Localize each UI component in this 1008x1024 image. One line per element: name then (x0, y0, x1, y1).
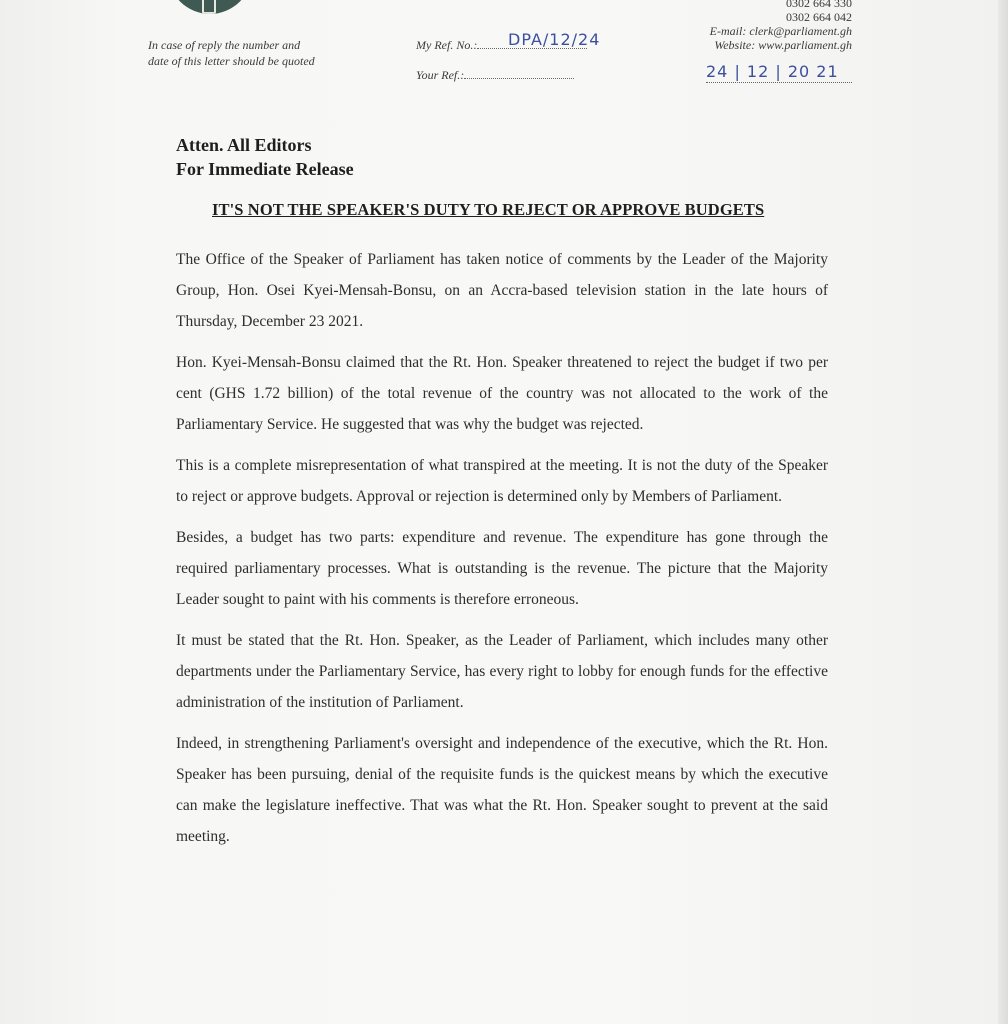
email-label: E-mail: (709, 24, 747, 38)
paragraph: It must be stated that the Rt. Hon. Speaker, as the Leader of Parliament, which includes many other departments under the Parliamentary Service, has every right to lobby for enough funds for the effective administration of the institution of Parliament. (176, 632, 828, 711)
attention-line: Atten. All Editors (176, 135, 312, 155)
reference-block (416, 30, 601, 98)
website-label: Website: (714, 38, 756, 52)
phone-number-2: 0302 664 042 (786, 10, 852, 24)
paragraph: Indeed, in strengthening Parliament's oversight and independence of the executive, which the Rt. Hon. Speaker has been pursuing, denial of the requisite funds is the quickest means by which the executive can make the legislature ineffective. That was what the Rt. Hon. Speaker sought to prevent at the said meeting. (176, 735, 828, 845)
phone-number-1: 0302 664 330 (786, 0, 852, 10)
date-handwritten: 24 | 12 | 20 21 (706, 62, 839, 81)
page-edge (998, 0, 1008, 1024)
parliament-emblem-icon (168, 0, 252, 14)
paragraph: This is a complete misrepresentation of what transpired at the meeting. It is not the duty of the Speaker to reject or approve budgets. Approval or rejection is determined only by Members of Parliament. (176, 457, 828, 505)
paragraph: Besides, a budget has two parts: expenditure and revenue. The expenditure has gone through the required parliamentary processes. What is outstanding is the revenue. The picture that the Majority Leader sought to paint with his comments is therefore erroneous. (176, 529, 828, 608)
my-ref-row (416, 30, 601, 68)
reply-note: In case of reply the number and date of this letter should be quoted (148, 38, 315, 68)
email-line (710, 24, 852, 38)
my-ref-label: My Ref. No.: (416, 38, 478, 52)
website-line (710, 38, 852, 52)
headline: IT'S NOT THE SPEAKER'S DUTY TO REJECT OR APPROVE BUDGETS (212, 200, 765, 219)
my-ref-handwritten: DPA/12/24 (508, 30, 601, 49)
paragraph: The Office of the Speaker of Parliament has taken notice of comments by the Leader of the Majority Group, Hon. Osei Kyei-Mensah-Bonsu, on an Accra-based television station in the late hours of Thursday, December 23 2021. (176, 251, 828, 330)
date-line (706, 62, 852, 83)
email-address: clerk@parliament.gh (749, 24, 852, 38)
immediate-release-line: For Immediate Release (176, 159, 354, 179)
your-ref-row (416, 68, 587, 98)
body-text (176, 244, 828, 862)
paragraph: Hon. Kyei-Mensah-Bonsu claimed that the Rt. Hon. Speaker threatened to reject the budget if two per cent (GHS 1.72 billion) of the total revenue of the country was not allocated to the work of the Parliamentary Service. He suggested that was why the budget was rejected. (176, 354, 828, 433)
release-header (176, 133, 354, 181)
your-ref-label: Your Ref.: (416, 68, 465, 82)
contact-block (710, 0, 852, 52)
website-address: www.parliament.gh (758, 38, 852, 52)
